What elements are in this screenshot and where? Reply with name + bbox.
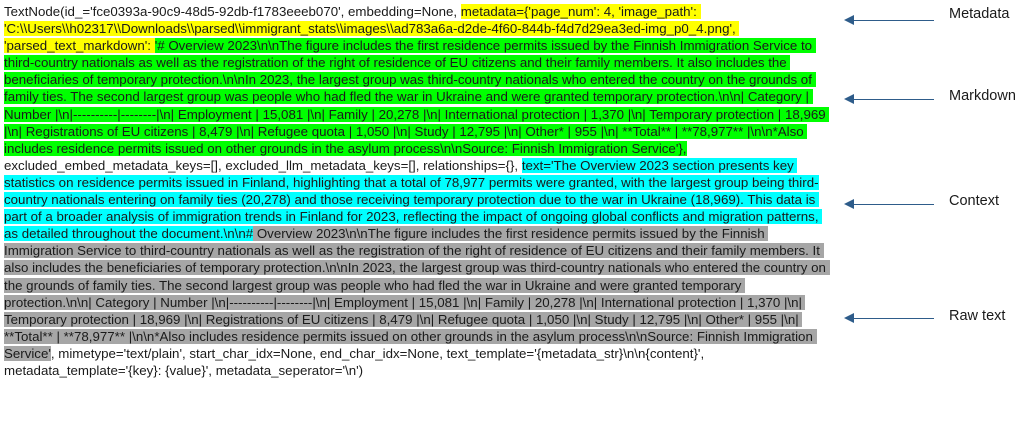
raw-text-arrow [844, 318, 934, 319]
segment-suffix: , mimetype='text/plain', start_char_idx=None, end_char_idx=None, text_template='{metadata_str}\n\n{content}', metadata_template='{key}: {value}', metadata_seperator='\n') [4, 345, 708, 378]
metadata-arrow [844, 20, 934, 21]
context-arrow [844, 204, 934, 205]
segment-middle: excluded_embed_metadata_keys=[], excluded_llm_metadata_keys=[], relationships={}, [4, 140, 691, 173]
label-context: Context [949, 193, 999, 209]
markdown-arrow [844, 99, 934, 100]
label-raw-text: Raw text [949, 308, 1006, 324]
segment-markdown: '# Overview 2023\n\nThe figure includes the first residence permits issued by the Finnish Immigration Service to third-country nationals as well as the registration of the right of residence of EU citizens and their family members. It also includes the beneficiaries of temporary protection.\n\nIn 2023, the largest group was third-country nationals who entered the country on the grounds of family ties. The second largest group was people who had fled the war in Ukraine and were granted temporary protection.\n\n| Category | Number |\n|----------|--------|\n| Employment | 15,081 |\n| Family | 20,278 |\n| International protection | 1,370 |\n| Temporary protection | 18,969 |\n| Registrations of EU citizens | 8,479 |\n| Refugee quota | 1,050 |\n| Study | 12,795 |\n| Other* | 955 |\n| **Total** | **78,977** |\n\n*Also includes residence permits issued on other grounds in the asylum process\n\nSource: Finnish Immigration Service'}, [4, 38, 830, 156]
label-markdown: Markdown [949, 88, 1016, 104]
segment-prefix: TextNode(id_='fce0393a-90c9-48d5-92db-f1783eeeb070', embedding=None, [4, 4, 461, 19]
segment-context: text='The Overview 2023 section presents key statistics on residence permits issued in Finland, highlighting that a total of 78,977 permits were granted, with the largest group being third-country nationals entering on family ties (20,278) and those receiving temporary protection due to the war in Ukraine (18,969). This data is part of a broader analysis of immigration trends in Finland for 2023, reflecting the impact of ongoing global conflicts and migration patterns, as detailed throughout the document.\n\n# [4, 157, 823, 242]
textnode-repr [4, 3, 832, 379]
label-metadata: Metadata [949, 6, 1010, 22]
segment-metadata: metadata={'page_num': 4, 'image_path': 'C:\\Users\\h02317\\Downloads\\parsed\\immigrant_stats\\images\\ad783a6a-d2de-4f60-844b-f4d7d29ea3ed-img_p0_4.png', 'parsed_text_markdown': [4, 4, 740, 54]
segment-raw-text: Overview 2023\n\nThe figure includes the first residence permits issued by the Finnish Immigration Service to third-country nationals as well as the registration of the right of residence of EU citizens and their family members. It also includes the beneficiaries of temporary protection.\n\nIn 2023, the largest group was third-country nationals who entered the country on the grounds of family ties. The second largest group was people who had fled the war in Ukraine and were granted temporary protection.\n\n| Category | Number |\n|----------|--------|\n| Employment | 15,081 |\n| Family | 20,278 |\n| International protection | 1,370 |\n| Temporary protection | 18,969 |\n| Registrations of EU citizens | 8,479 |\n| Refugee quota | 1,050 |\n| Study | 12,795 |\n| Other* | 955 |\n| **Total** | **78,977** |\n\n*Also includes residence permits issued on other grounds in the asylum process\n\nSource: Finnish Immigration Service' [4, 226, 830, 361]
